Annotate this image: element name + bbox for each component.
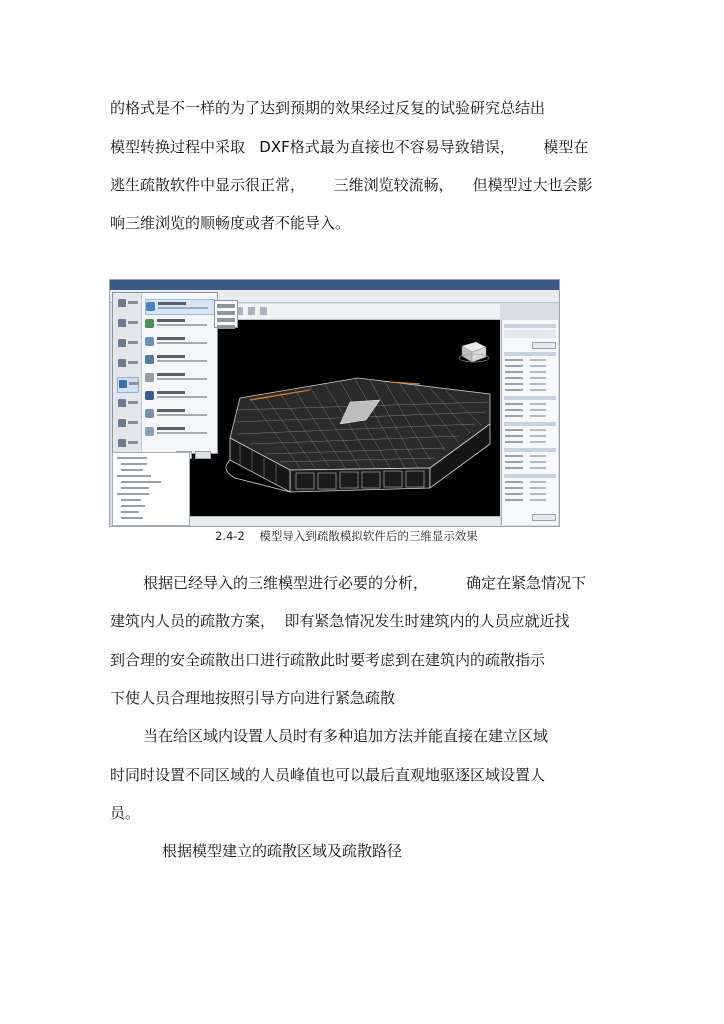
open-icon[interactable] bbox=[117, 317, 137, 331]
paragraph-line-11: 员。 bbox=[110, 804, 141, 822]
view-control-bar bbox=[190, 516, 500, 526]
paragraph-line-8: 下使人员合理地按照引导方向进行紧急疏散 bbox=[110, 689, 396, 707]
print-icon[interactable] bbox=[117, 417, 137, 431]
paragraph-line-1: 的格式是不一样的为了达到预期的效果经过反复的试验研究总结出 bbox=[110, 99, 546, 117]
apply-button[interactable] bbox=[532, 514, 556, 521]
save-icon[interactable] bbox=[117, 337, 137, 351]
export-icon[interactable] bbox=[117, 377, 139, 393]
software-screenshot-figure bbox=[109, 279, 560, 527]
application-menu bbox=[112, 292, 218, 454]
3d-viewport bbox=[190, 320, 500, 516]
view-cube-icon bbox=[459, 342, 489, 362]
export-item-fbx[interactable] bbox=[145, 335, 213, 349]
export-item-ifc[interactable] bbox=[145, 389, 213, 403]
figure-caption: 2.4-2 模型导入到疏散模拟软件后的三维显示效果 bbox=[215, 529, 478, 543]
window-titlebar bbox=[110, 280, 559, 290]
edit-type-button[interactable] bbox=[532, 342, 556, 349]
paragraph-line-7: 到合理的安全疏散出口进行疏散此时要考虑到在建筑内的疏散指示 bbox=[110, 651, 546, 669]
export-item-images[interactable] bbox=[145, 425, 213, 439]
app-menu-commands bbox=[113, 293, 142, 453]
export-submenu[interactable] bbox=[214, 300, 238, 328]
building-3d-render bbox=[190, 320, 500, 516]
export-item-nwc[interactable] bbox=[145, 353, 213, 367]
export-item-gbxml[interactable] bbox=[145, 371, 213, 385]
paragraph-line-9: 当在给区域内设置人员时有多种追加方法并能直接在建立区域 bbox=[143, 727, 549, 745]
paragraph-line-3: 逃生疏散软件中显示很正常， 三维浏览较流畅， 但模型过大也会影 bbox=[110, 176, 593, 194]
paragraph-line-6: 建筑内人员的疏散方案， 即有紧急情况发生时建筑内的人员应就近找 bbox=[110, 612, 570, 630]
new-icon[interactable] bbox=[117, 297, 137, 311]
app-menu-footer-buttons[interactable] bbox=[173, 444, 213, 450]
paragraph-line-10: 时同时设置不同区域的人员峰值也可以最后直观地驱逐区域设置人 bbox=[110, 766, 546, 784]
save-as-icon[interactable] bbox=[117, 357, 137, 371]
project-browser bbox=[112, 452, 190, 526]
publish-icon[interactable] bbox=[117, 397, 137, 411]
paragraph-line-2: 模型转换过程中采取 DXF格式最为直接也不容易导致错误， 模型在 bbox=[110, 138, 589, 156]
close-icon[interactable] bbox=[117, 437, 137, 451]
properties-panel bbox=[501, 320, 558, 525]
export-item-odbc[interactable] bbox=[145, 407, 213, 421]
paragraph-line-12: 根据模型建立的疏散区域及疏散路径 bbox=[162, 842, 403, 860]
paragraph-line-4: 响三维浏览的顺畅度或者不能导入。 bbox=[110, 214, 351, 232]
export-item-dwf[interactable] bbox=[145, 317, 213, 331]
paragraph-line-5: 根据已经导入的三维模型进行必要的分析， 确定在紧急情况下 bbox=[143, 574, 587, 592]
export-item-cad[interactable] bbox=[145, 299, 215, 315]
